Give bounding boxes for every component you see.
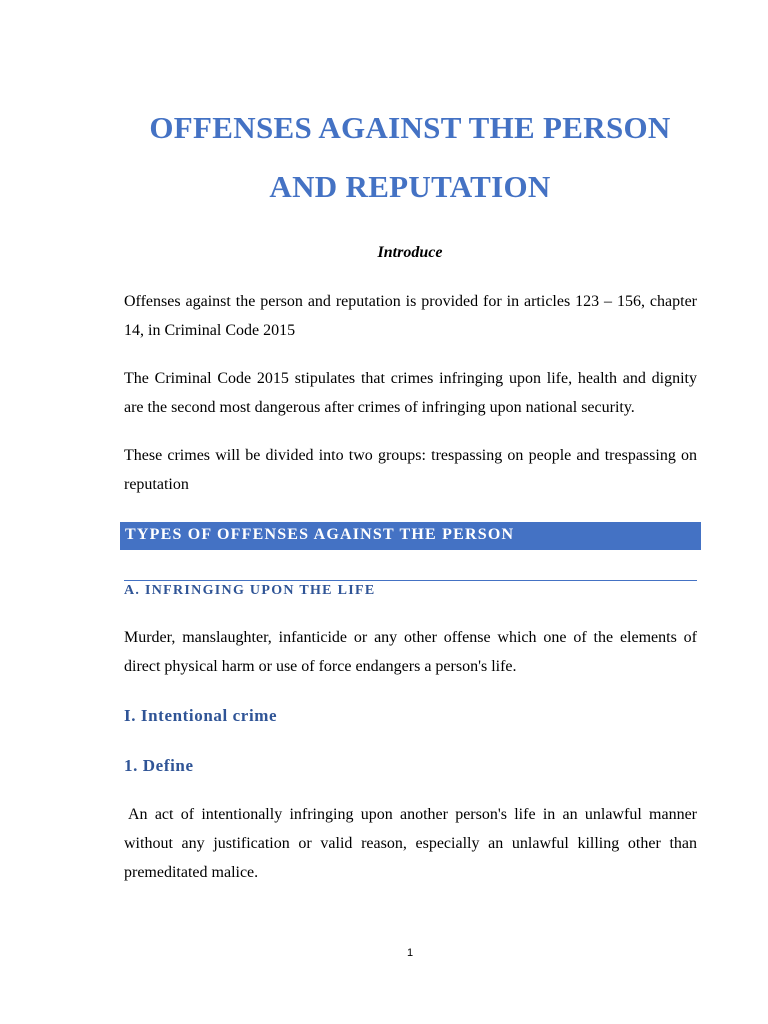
document-title-line-2: AND REPUTATION <box>269 169 551 204</box>
intro-paragraph-2: The Criminal Code 2015 stipulates that crimes infringing upon life, health and dignity are the second most dangerous after crimes of infringing upon national security. <box>124 370 697 416</box>
subsection-a-heading: A. INFRINGING UPON THE LIFE <box>124 583 376 598</box>
intro-paragraph-3: These crimes will be divided into two groups: trespassing on people and trespassing on reputation <box>124 447 697 493</box>
define-paragraph <box>124 800 697 887</box>
subsection-divider <box>124 580 697 581</box>
section-banner-title: TYPES OF OFFENSES AGAINST THE PERSON <box>125 526 515 543</box>
subsection-a-paragraph: Murder, manslaughter, infanticide or any other offense which one of the elements of direct physical harm or use of force endangers a person's life. <box>124 629 697 675</box>
page-number: 1 <box>406 947 414 959</box>
define-paragraph-text: An act of intentionally infringing upon another person's life in an unlawful manner without any justification or valid reason, especially an unlawful killing other than premeditated malice. <box>124 806 697 881</box>
intentional-crime-heading: I. Intentional crime <box>124 706 278 725</box>
introduce-subtitle: Introduce <box>377 244 443 261</box>
define-heading: 1. Define <box>124 756 194 775</box>
intro-paragraph-1: Offenses against the person and reputation is provided for in articles 123 – 156, chapter 14, in Criminal Code 2015 <box>124 293 697 339</box>
document-title-line-1: OFFENSES AGAINST THE PERSON <box>149 110 671 145</box>
section-banner <box>120 522 701 550</box>
